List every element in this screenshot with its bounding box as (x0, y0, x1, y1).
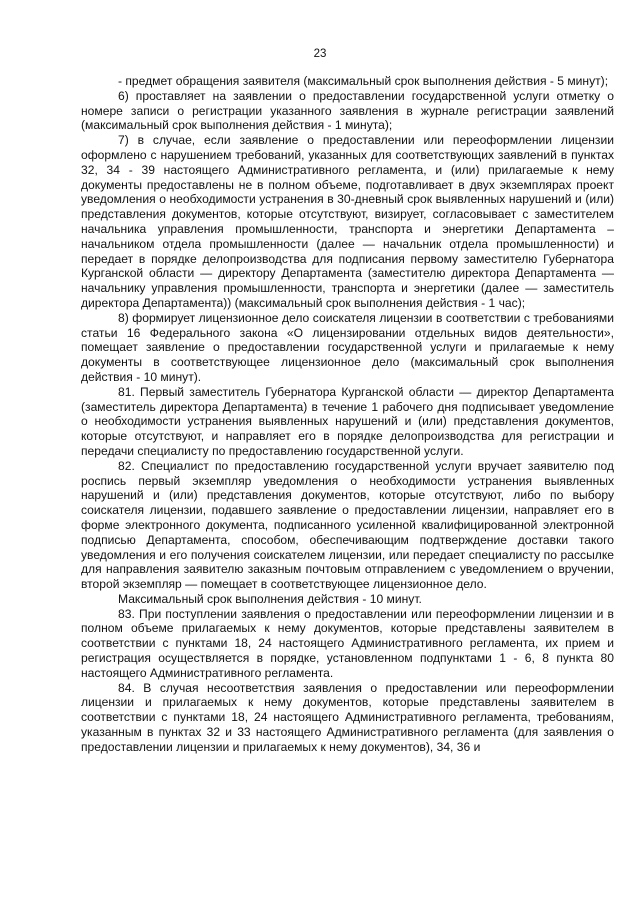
paragraph-clause-82: 82. Специалист по предоставлению государственной услуги вручает заявителю под роспись первый экземпляр уведомления о необходимости устранения выявленных нарушений и (или) представления документов, которые отсутствуют, либо по выбору соискателя лицензии, подавшего заявление о предоставлении лицензии, направляет его в форме электронного документа, подписанного усиленной квалифицированной электронной подписью Департамента, способом, обеспечивающим подтверждение доставки такого уведомления и его получения соискателем лицензии, или передает специалисту по рассылке для направления заявителю заказным почтовым отправлением с уведомлением о вручении, второй экземпляр — помещает в соответствующее лицензионное дело. (81, 458, 614, 592)
paragraph-clause-84: 84. В случая несоответствия заявления о предоставлении или переоформлении лицензии и прилагаемых к нему документов, которые представлены заявителем в соответствии с пунктами 18, 24 настоящего Административного регламента, требованиям, указанным в пунктах 32 и 33 настоящего Административного регламента (для заявления о предоставлении лицензии и прилагаемых к нему документов), 34, 36 и (81, 680, 614, 754)
page-number: 23 (313, 48, 327, 60)
paragraph-item-7: 7) в случае, если заявление о предоставлении или переоформлении лицензии оформлено с нарушением требований, указанных для соответствующих заявлений в пунктах 32, 34 - 39 настоящего Административного регламента, и (или) прилагаемые к нему документы предоставлены не в полном объеме, подготавливает в двух экземплярах проект уведомления о необходимости устранения в 30-дневный срок выявленных нарушений и (или) представления документов, которые отсутствуют, визирует, согласовывает с заместителем начальника управления промышленности, транспорта и энергетики Департамента – начальником отдела промышленности (далее — начальник отдела промышленности) и передает в порядке делопроизводства для подписания первому заместителю Губернатора Курганской области — директору Департамента (заместителю директора Департамента — начальнику управления промышленности, транспорта и энергетики (далее — заместитель директора Департамента)) (максимальный срок выполнения действия - 1 час); (81, 133, 614, 310)
paragraph-clause-83: 83. При поступлении заявления о предоставлении или переоформлении лицензии и в полном объеме прилагаемых к нему документов, которые представлены заявителем в соответствии с пунктами 18, 24 настоящего Административного регламента, их прием и регистрация осуществляется в порядке, установленном подпунктами 1 - 6, 8 пункта 80 настоящего Административного регламента. (81, 606, 614, 680)
paragraph-clause-81: 81. Первый заместитель Губернатора Курганской области — директор Департамента (заместитель директора Департамента) в течение 1 рабочего дня подписывает уведомление о необходимости устранения выявленных нарушений и (или) представления документов, которые отсутствуют, и направляет его в порядке делопроизводства для регистрации и передачи специалисту по предоставлению государственной услуги. (81, 384, 614, 458)
document-body (81, 74, 614, 755)
paragraph-item-8: 8) формирует лицензионное дело соискателя лицензии в соответствии с требованиями статьи 16 Федерального закона «О лицензировании отдельных видов деятельности», помещает заявление о предоставлении государственной услуги и прилагаемые к нему документы в соответствующее лицензионное дело (максимальный срок выполнения действия - 10 минут). (81, 310, 614, 384)
paragraph-item-list-end: - предмет обращения заявителя (максимальный срок выполнения действия - 5 минут); (118, 74, 609, 88)
paragraph-max-time-note: Максимальный срок выполнения действия - 10 минут. (118, 591, 422, 606)
paragraph-item-6: 6) проставляет на заявлении о предоставлении государственной услуги отметку о номере записи о регистрации указанного заявления в журнале регистрации заявлений (максимальный срок выполнения действия - 1 минута); (81, 88, 614, 133)
